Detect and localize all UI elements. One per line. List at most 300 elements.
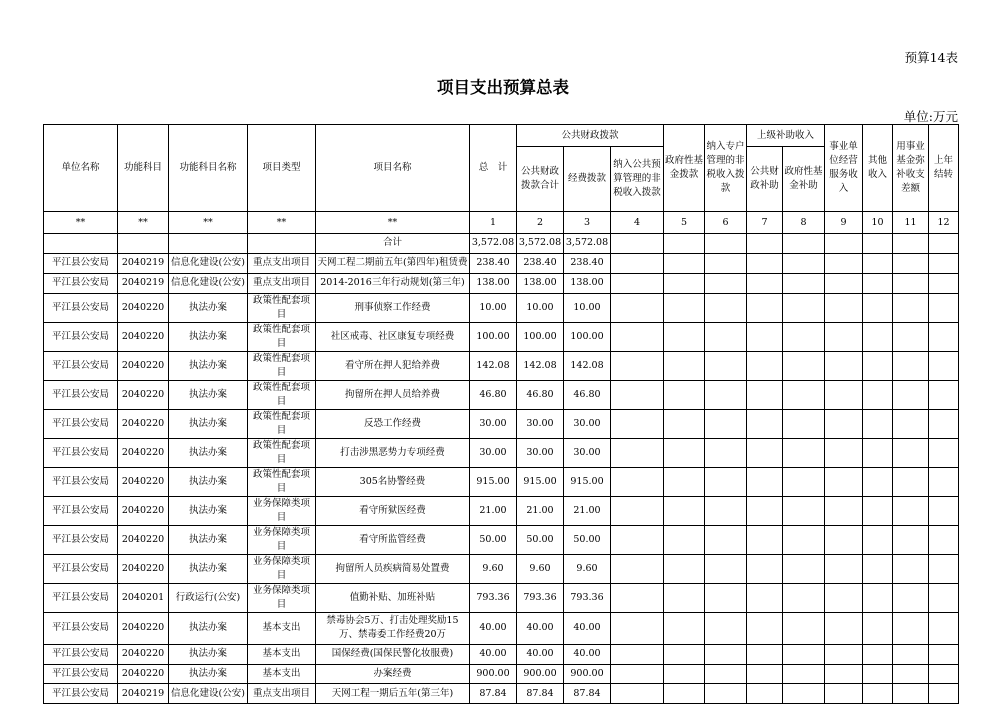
cell-empty — [893, 467, 929, 496]
cell-total: 915.00 — [470, 467, 517, 496]
cell-empty — [747, 684, 783, 704]
cell-empty — [929, 253, 959, 273]
cell-pf-funds: 900.00 — [564, 664, 611, 684]
cell-empty — [863, 351, 893, 380]
col-biz-income: 事业单位经营服务收入 — [825, 125, 863, 212]
index-cell: 8 — [783, 212, 825, 234]
cell-empty — [825, 351, 863, 380]
cell-total: 40.00 — [470, 612, 517, 644]
cell-func-code: 2040220 — [118, 467, 169, 496]
total-cell-empty — [118, 234, 169, 254]
index-cell: 5 — [664, 212, 705, 234]
cell-empty — [929, 684, 959, 704]
cell-func-code: 2040220 — [118, 438, 169, 467]
col-pf-funds: 经费拨款 — [564, 147, 611, 212]
cell-empty — [705, 273, 747, 293]
index-cell: ** — [169, 212, 248, 234]
cell-empty — [747, 322, 783, 351]
cell-total: 100.00 — [470, 322, 517, 351]
col-ss-public: 公共财政补助 — [747, 147, 783, 212]
cell-proj-type: 政策性配套项目 — [248, 322, 316, 351]
cell-pf-funds: 87.84 — [564, 684, 611, 704]
cell-total: 138.00 — [470, 273, 517, 293]
cell-pf-subtotal: 100.00 — [517, 322, 564, 351]
index-cell: 4 — [611, 212, 664, 234]
cell-empty — [825, 409, 863, 438]
col-proj-name: 项目名称 — [316, 125, 470, 212]
cell-empty — [611, 644, 664, 664]
cell-pf-subtotal: 142.08 — [517, 351, 564, 380]
col-unit-name: 单位名称 — [44, 125, 118, 212]
cell-empty — [664, 612, 705, 644]
cell-total: 30.00 — [470, 438, 517, 467]
cell-proj-type: 业务保障类项目 — [248, 554, 316, 583]
cell-empty — [705, 644, 747, 664]
col-other-income: 其他收入 — [863, 125, 893, 212]
cell-pf-funds: 9.60 — [564, 554, 611, 583]
cell-proj-name: 看守所在押人犯给养费 — [316, 351, 470, 380]
cell-empty — [929, 273, 959, 293]
cell-empty — [863, 612, 893, 644]
cell-func-code: 2040220 — [118, 293, 169, 322]
cell-empty — [611, 409, 664, 438]
cell-empty — [747, 351, 783, 380]
cell-empty — [893, 554, 929, 583]
total-cell-empty — [893, 234, 929, 254]
cell-empty — [705, 583, 747, 612]
cell-unit: 平江县公安局 — [44, 253, 118, 273]
cell-unit: 平江县公安局 — [44, 525, 118, 554]
cell-empty — [747, 293, 783, 322]
cell-func-name: 执法办案 — [169, 496, 248, 525]
cell-proj-name: 社区戒毒、社区康复专项经费 — [316, 322, 470, 351]
cell-pf-funds: 30.00 — [564, 438, 611, 467]
cell-empty — [705, 293, 747, 322]
col-ss-gov-fund: 政府性基金补助 — [783, 147, 825, 212]
cell-empty — [893, 612, 929, 644]
cell-empty — [825, 322, 863, 351]
cell-empty — [893, 322, 929, 351]
cell-pf-subtotal: 138.00 — [517, 273, 564, 293]
cell-proj-name: 看守所狱医经费 — [316, 496, 470, 525]
cell-proj-name: 305名协警经费 — [316, 467, 470, 496]
cell-pf-subtotal: 9.60 — [517, 554, 564, 583]
cell-empty — [611, 322, 664, 351]
col-total: 总 计 — [470, 125, 517, 212]
cell-empty — [705, 351, 747, 380]
cell-empty — [783, 554, 825, 583]
cell-empty — [893, 644, 929, 664]
cell-empty — [863, 273, 893, 293]
cell-func-name: 执法办案 — [169, 351, 248, 380]
cell-func-name: 信息化建设(公安) — [169, 273, 248, 293]
cell-func-name: 执法办案 — [169, 612, 248, 644]
cell-empty — [783, 684, 825, 704]
cell-empty — [611, 664, 664, 684]
cell-empty — [783, 322, 825, 351]
cell-empty — [611, 583, 664, 612]
index-cell: 3 — [564, 212, 611, 234]
cell-proj-type: 业务保障类项目 — [248, 525, 316, 554]
cell-empty — [825, 664, 863, 684]
cell-empty — [747, 525, 783, 554]
cell-proj-name: 2014-2016三年行动规划(第三年) — [316, 273, 470, 293]
index-cell: ** — [248, 212, 316, 234]
index-cell: ** — [118, 212, 169, 234]
table-row — [44, 554, 959, 583]
cell-empty — [611, 612, 664, 644]
index-cell: 10 — [863, 212, 893, 234]
col-special-nontax: 纳入专户管理的非税收入拨款 — [705, 125, 747, 212]
cell-proj-type: 政策性配套项目 — [248, 380, 316, 409]
cell-func-name: 行政运行(公安) — [169, 583, 248, 612]
cell-func-name: 执法办案 — [169, 467, 248, 496]
cell-empty — [893, 409, 929, 438]
cell-unit: 平江县公安局 — [44, 409, 118, 438]
index-row — [44, 212, 959, 234]
col-public-finance: 公共财政拨款 — [517, 125, 664, 147]
table-row — [44, 322, 959, 351]
cell-pf-subtotal: 10.00 — [517, 293, 564, 322]
cell-empty — [705, 438, 747, 467]
page-title: 项目支出预算总表 — [437, 78, 569, 97]
cell-empty — [747, 467, 783, 496]
table-row — [44, 293, 959, 322]
cell-empty — [747, 273, 783, 293]
cell-pf-funds: 793.36 — [564, 583, 611, 612]
cell-total: 10.00 — [470, 293, 517, 322]
cell-total: 9.60 — [470, 554, 517, 583]
cell-empty — [664, 583, 705, 612]
cell-pf-subtotal: 21.00 — [517, 496, 564, 525]
cell-empty — [929, 583, 959, 612]
table-row — [44, 253, 959, 273]
cell-empty — [783, 253, 825, 273]
cell-empty — [929, 438, 959, 467]
cell-func-name: 执法办案 — [169, 525, 248, 554]
cell-func-name: 执法办案 — [169, 409, 248, 438]
cell-empty — [705, 409, 747, 438]
cell-empty — [783, 612, 825, 644]
cell-empty — [705, 684, 747, 704]
cell-pf-funds: 30.00 — [564, 409, 611, 438]
cell-pf-funds: 100.00 — [564, 322, 611, 351]
cell-empty — [825, 612, 863, 644]
cell-empty — [893, 583, 929, 612]
cell-empty — [705, 664, 747, 684]
form-number: 预算14表 — [904, 50, 958, 65]
index-cell: 1 — [470, 212, 517, 234]
cell-empty — [747, 409, 783, 438]
cell-empty — [611, 293, 664, 322]
index-cell: 9 — [825, 212, 863, 234]
index-cell: 2 — [517, 212, 564, 234]
cell-empty — [747, 664, 783, 684]
cell-func-name: 执法办案 — [169, 644, 248, 664]
cell-total: 46.80 — [470, 380, 517, 409]
cell-proj-name: 天网工程二期前五年(第四年)租赁费 — [316, 253, 470, 273]
total-label: 合计 — [316, 234, 470, 254]
cell-empty — [664, 351, 705, 380]
col-carryover: 上年结转 — [929, 125, 959, 212]
cell-empty — [705, 496, 747, 525]
cell-proj-name: 打击涉黑恶势力专项经费 — [316, 438, 470, 467]
cell-proj-type: 政策性配套项目 — [248, 351, 316, 380]
cell-empty — [783, 273, 825, 293]
table-row — [44, 496, 959, 525]
index-cell: 6 — [705, 212, 747, 234]
cell-total: 238.40 — [470, 253, 517, 273]
cell-empty — [893, 253, 929, 273]
cell-total: 87.84 — [470, 684, 517, 704]
cell-empty — [611, 467, 664, 496]
cell-unit: 平江县公安局 — [44, 644, 118, 664]
cell-empty — [611, 253, 664, 273]
cell-func-code: 2040220 — [118, 322, 169, 351]
cell-empty — [705, 525, 747, 554]
table-row — [44, 583, 959, 612]
cell-pf-subtotal: 50.00 — [517, 525, 564, 554]
cell-func-name: 执法办案 — [169, 554, 248, 583]
table-row — [44, 644, 959, 664]
cell-empty — [825, 644, 863, 664]
cell-proj-type: 政策性配套项目 — [248, 293, 316, 322]
cell-empty — [611, 438, 664, 467]
cell-empty — [825, 253, 863, 273]
cell-unit: 平江县公安局 — [44, 293, 118, 322]
table-row — [44, 684, 959, 704]
cell-func-name: 信息化建设(公安) — [169, 253, 248, 273]
col-fund-make-up: 用事业基金弥补收支差额 — [893, 125, 929, 212]
cell-empty — [929, 612, 959, 644]
cell-unit: 平江县公安局 — [44, 612, 118, 644]
cell-proj-name: 值勤补贴、加班补贴 — [316, 583, 470, 612]
col-pf-nonbudget: 纳入公共预算管理的非税收入拨款 — [611, 147, 664, 212]
cell-empty — [893, 684, 929, 704]
cell-empty — [929, 322, 959, 351]
cell-func-code: 2040220 — [118, 612, 169, 644]
total-value: 3,572.08 — [470, 234, 517, 254]
index-cell: 12 — [929, 212, 959, 234]
cell-empty — [893, 525, 929, 554]
cell-pf-funds: 142.08 — [564, 351, 611, 380]
cell-empty — [705, 380, 747, 409]
header-row-1 — [44, 125, 959, 147]
total-cell-empty — [44, 234, 118, 254]
cell-empty — [863, 293, 893, 322]
cell-empty — [893, 273, 929, 293]
cell-proj-type: 基本支出 — [248, 644, 316, 664]
cell-empty — [783, 664, 825, 684]
cell-empty — [664, 293, 705, 322]
cell-empty — [893, 438, 929, 467]
cell-pf-funds: 40.00 — [564, 612, 611, 644]
table-row — [44, 409, 959, 438]
total-pf-subtotal: 3,572.08 — [517, 234, 564, 254]
cell-empty — [611, 496, 664, 525]
table-row — [44, 273, 959, 293]
cell-empty — [863, 322, 893, 351]
cell-proj-name: 禁毒协会5万、打击处理奖励15万、禁毒委工作经费20万 — [316, 612, 470, 644]
cell-pf-funds: 40.00 — [564, 644, 611, 664]
cell-func-name: 执法办案 — [169, 322, 248, 351]
cell-pf-subtotal: 238.40 — [517, 253, 564, 273]
cell-empty — [664, 525, 705, 554]
cell-func-name: 信息化建设(公安) — [169, 684, 248, 704]
cell-empty — [611, 380, 664, 409]
cell-pf-funds: 915.00 — [564, 467, 611, 496]
cell-func-code: 2040220 — [118, 664, 169, 684]
cell-func-code: 2040201 — [118, 583, 169, 612]
cell-empty — [863, 467, 893, 496]
cell-empty — [893, 496, 929, 525]
cell-empty — [863, 684, 893, 704]
cell-empty — [863, 525, 893, 554]
cell-unit: 平江县公安局 — [44, 351, 118, 380]
cell-empty — [705, 322, 747, 351]
cell-empty — [893, 380, 929, 409]
cell-pf-subtotal: 87.84 — [517, 684, 564, 704]
cell-empty — [783, 293, 825, 322]
total-pf-funds: 3,572.08 — [564, 234, 611, 254]
cell-total: 793.36 — [470, 583, 517, 612]
cell-unit: 平江县公安局 — [44, 554, 118, 583]
total-cell-empty — [783, 234, 825, 254]
cell-proj-name: 刑事侦察工作经费 — [316, 293, 470, 322]
index-cell: ** — [44, 212, 118, 234]
cell-empty — [783, 525, 825, 554]
cell-empty — [929, 351, 959, 380]
cell-empty — [611, 525, 664, 554]
cell-empty — [929, 293, 959, 322]
table-row — [44, 351, 959, 380]
table-row — [44, 664, 959, 684]
cell-empty — [783, 644, 825, 664]
index-cell: ** — [316, 212, 470, 234]
cell-empty — [863, 380, 893, 409]
cell-empty — [929, 554, 959, 583]
cell-empty — [705, 253, 747, 273]
col-gov-fund: 政府性基金拨款 — [664, 125, 705, 212]
unit-label: 单位:万元 — [903, 109, 958, 124]
total-cell-empty — [929, 234, 959, 254]
cell-empty — [747, 644, 783, 664]
cell-empty — [611, 273, 664, 293]
cell-proj-type: 重点支出项目 — [248, 684, 316, 704]
cell-empty — [747, 253, 783, 273]
total-cell-empty — [863, 234, 893, 254]
cell-empty — [825, 684, 863, 704]
cell-pf-funds: 238.40 — [564, 253, 611, 273]
cell-func-name: 执法办案 — [169, 293, 248, 322]
cell-pf-funds: 46.80 — [564, 380, 611, 409]
cell-pf-funds: 138.00 — [564, 273, 611, 293]
cell-empty — [747, 554, 783, 583]
cell-unit: 平江县公安局 — [44, 322, 118, 351]
cell-empty — [825, 583, 863, 612]
cell-empty — [929, 380, 959, 409]
cell-empty — [825, 438, 863, 467]
cell-empty — [929, 409, 959, 438]
cell-empty — [783, 467, 825, 496]
index-cell: 7 — [747, 212, 783, 234]
cell-proj-name: 办案经费 — [316, 664, 470, 684]
cell-func-code: 2040220 — [118, 525, 169, 554]
cell-proj-name: 拘留所在押人员给养费 — [316, 380, 470, 409]
cell-empty — [664, 322, 705, 351]
table-body — [44, 234, 959, 704]
col-func-name: 功能科目名称 — [169, 125, 248, 212]
cell-proj-name: 反恐工作经费 — [316, 409, 470, 438]
cell-empty — [929, 467, 959, 496]
cell-unit: 平江县公安局 — [44, 467, 118, 496]
cell-empty — [863, 664, 893, 684]
cell-empty — [783, 438, 825, 467]
cell-proj-name: 看守所监管经费 — [316, 525, 470, 554]
cell-empty — [863, 496, 893, 525]
cell-empty — [664, 496, 705, 525]
cell-empty — [929, 664, 959, 684]
cell-proj-type: 政策性配套项目 — [248, 467, 316, 496]
cell-unit: 平江县公安局 — [44, 583, 118, 612]
cell-empty — [664, 644, 705, 664]
cell-empty — [664, 273, 705, 293]
cell-empty — [863, 583, 893, 612]
cell-empty — [747, 496, 783, 525]
cell-func-code: 2040219 — [118, 253, 169, 273]
total-row — [44, 234, 959, 254]
cell-total: 40.00 — [470, 644, 517, 664]
cell-empty — [893, 351, 929, 380]
cell-empty — [825, 496, 863, 525]
cell-empty — [664, 684, 705, 704]
cell-proj-type: 政策性配套项目 — [248, 438, 316, 467]
cell-empty — [929, 644, 959, 664]
cell-func-code: 2040219 — [118, 273, 169, 293]
cell-proj-type: 基本支出 — [248, 664, 316, 684]
cell-empty — [747, 583, 783, 612]
cell-empty — [825, 554, 863, 583]
cell-empty — [705, 467, 747, 496]
cell-empty — [611, 351, 664, 380]
cell-proj-type: 重点支出项目 — [248, 253, 316, 273]
cell-empty — [863, 554, 893, 583]
cell-empty — [664, 253, 705, 273]
cell-proj-type: 业务保障类项目 — [248, 583, 316, 612]
cell-pf-funds: 10.00 — [564, 293, 611, 322]
cell-total: 50.00 — [470, 525, 517, 554]
cell-empty — [664, 380, 705, 409]
col-superior-subsidy: 上级补助收入 — [747, 125, 825, 147]
cell-empty — [863, 438, 893, 467]
table-row — [44, 380, 959, 409]
cell-empty — [747, 612, 783, 644]
cell-func-code: 2040220 — [118, 554, 169, 583]
cell-unit: 平江县公安局 — [44, 438, 118, 467]
cell-pf-subtotal: 900.00 — [517, 664, 564, 684]
cell-empty — [863, 253, 893, 273]
cell-proj-type: 重点支出项目 — [248, 273, 316, 293]
cell-empty — [825, 525, 863, 554]
cell-pf-subtotal: 30.00 — [517, 438, 564, 467]
cell-func-code: 2040220 — [118, 409, 169, 438]
total-cell-empty — [664, 234, 705, 254]
cell-empty — [664, 664, 705, 684]
cell-proj-type: 业务保障类项目 — [248, 496, 316, 525]
total-cell-empty — [248, 234, 316, 254]
cell-empty — [825, 273, 863, 293]
cell-func-code: 2040220 — [118, 380, 169, 409]
